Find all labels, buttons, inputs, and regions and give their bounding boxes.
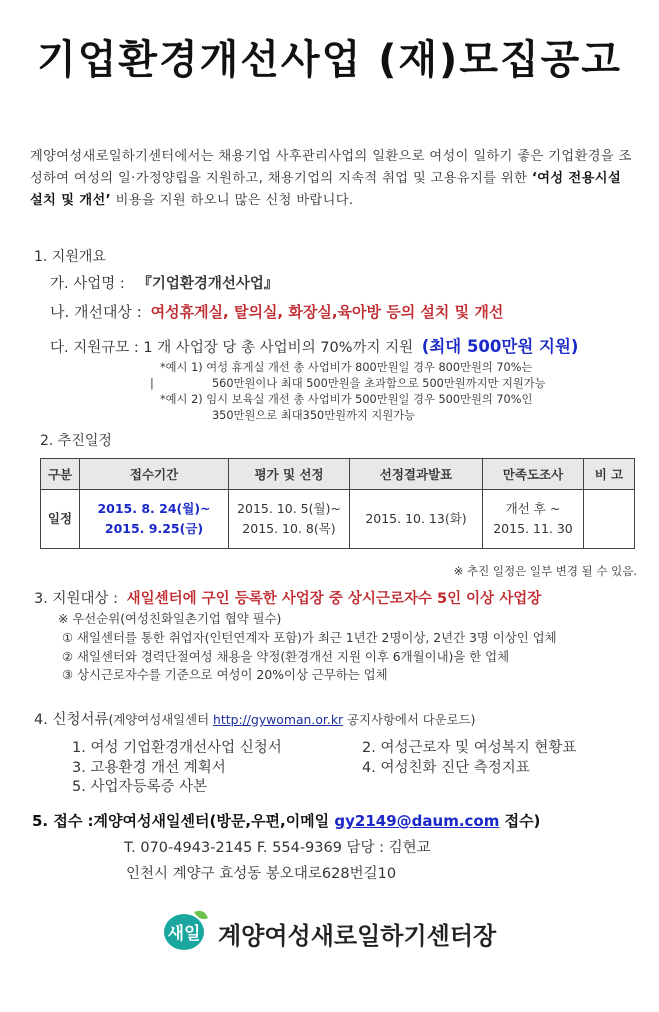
address-line: 인천시 계양구 효성동 봉오대로628번길10 xyxy=(126,866,397,882)
website-link[interactable]: http://gywoman.or.kr xyxy=(213,712,344,727)
scale-row xyxy=(50,333,578,357)
page-title: 기업환경개선사업 (재)모집공고 xyxy=(37,37,622,83)
intro-text-2: 비용을 지원 하오니 많은 신청 바랍니다. xyxy=(111,193,354,208)
contact-line: T. 070-4943-2145 F. 554-9369 담당 : 김현교 xyxy=(124,840,431,856)
target-value: 여성휴게실, 탈의실, 화장실,육아방 등의 설치 및 개선 xyxy=(150,303,504,321)
col-header-evaluation: 평가 및 선정 xyxy=(229,459,350,490)
col-header-remark: 비 고 xyxy=(584,459,635,490)
scale-label: 다. 지원규모 : 1 개 사업장 당 총 사업비의 70%까지 지원 xyxy=(50,340,414,356)
example-2-line-1: *예시 2) 임시 보육실 개선 총 사업비가 500만원일 경우 500만원의 70%인 xyxy=(160,393,533,406)
cell-evaluation xyxy=(229,490,350,549)
project-name-row xyxy=(50,272,278,293)
col-header-survey: 만족도조사 xyxy=(483,459,584,490)
section-1-heading: 1. 지원개요 xyxy=(34,249,106,265)
logo-text: 새일 xyxy=(167,924,201,944)
email-link[interactable]: gy2149@daum.com xyxy=(334,812,500,830)
priority-note: ※ 우선순위(여성친화일촌기업 협약 필수) xyxy=(58,611,282,626)
target-row xyxy=(50,301,503,322)
project-name-label: 가. 사업명 : xyxy=(50,276,125,292)
row-label: 일정 xyxy=(41,490,80,549)
cell-survey xyxy=(483,490,584,549)
eligibility-label: 3. 지원대상 : xyxy=(34,591,118,607)
document-item-2: 2. 여성근로자 및 여성복지 현황표 xyxy=(362,740,577,756)
survey-end: 2015. 11. 30 xyxy=(493,521,573,536)
documents-paren-a: (계양여성새일센터 xyxy=(108,712,214,727)
document-item-4: 4. 여성친화 진단 측정지표 xyxy=(362,760,530,776)
document-item-1: 1. 여성 기업환경개선사업 신청서 xyxy=(72,740,282,756)
reception-end: 2015. 9.25(금) xyxy=(104,521,204,536)
evaluation-start: 2015. 10. 5(월)~ xyxy=(237,501,341,516)
documents-label: 4. 신청서류 xyxy=(34,712,109,728)
cell-result: 2015. 10. 13(화) xyxy=(350,490,483,549)
example-2-line-2: 350만원으로 최대350만원까지 지원가능 xyxy=(212,409,416,422)
submission-label: 5. 접수 :계양여성새일센터(방문,우편,이메일 xyxy=(32,812,335,830)
intro-emphasis: ‘여성 전용시설 설치 및 개선’ xyxy=(30,171,622,208)
submission-row xyxy=(32,810,540,831)
col-header-category: 구분 xyxy=(41,459,80,490)
intro-text-1: 계양여성새로일하기센터에서는 채용기업 사후관리사업의 일환으로 여성이 일하기 좋은 기업환경을 조성하여 여성의 일·가정양립을 지원하고, 채용기업의 지속적 취업 및 고용유지를 위한 xyxy=(30,149,632,186)
priority-item-1: ① 새일센터를 통한 취업자(인턴연계자 포함)가 최근 1년간 2명이상, 2년간 3명 이상인 업체 xyxy=(62,630,557,645)
schedule-table xyxy=(40,458,635,549)
eligibility-value: 새일센터에 구인 등록한 사업장 중 상시근로자수 5인 이상 사업장 xyxy=(126,591,542,607)
evaluation-end: 2015. 10. 8(목) xyxy=(242,521,336,536)
document-item-3: 3. 고용환경 개선 계획서 xyxy=(72,760,226,776)
eligibility-row xyxy=(34,587,541,608)
survey-start: 개선 후 ~ xyxy=(505,501,561,516)
priority-item-2: ② 새일센터와 경력단절여성 채용을 약정(환경개선 지원 이후 6개월이내)을 한 업체 xyxy=(62,649,510,664)
example-bar: | xyxy=(150,377,154,390)
target-label: 나. 개선대상 : xyxy=(50,303,142,321)
schedule-row xyxy=(41,490,635,549)
priority-item-3: ③ 상시근로자수를 기준으로 여성이 20%이상 근무하는 업체 xyxy=(62,667,388,682)
col-header-result: 선정결과발표 xyxy=(350,459,483,490)
saeil-logo-icon xyxy=(160,906,214,954)
schedule-footnote: ※ 추진 일정은 일부 변경 될 수 있음. xyxy=(453,564,637,578)
reception-start: 2015. 8. 24(월)~ xyxy=(97,501,211,516)
project-name-value: 『기업환경개선사업』 xyxy=(137,276,279,292)
documents-row xyxy=(34,708,476,729)
section-2-heading: 2. 추진일정 xyxy=(40,433,112,449)
documents-paren-b: 공지사항에서 다운로드) xyxy=(343,712,476,727)
organization-name: 계양여성새로일하기센터장 xyxy=(218,921,497,950)
example-1-line-2: 560만원이나 최대 500만원을 초과함으로 500만원까지만 지원가능 xyxy=(212,377,546,390)
cell-reception xyxy=(80,490,229,549)
document-item-5: 5. 사업자등록증 사본 xyxy=(72,779,208,795)
intro-paragraph xyxy=(30,146,635,212)
schedule-header-row xyxy=(41,459,635,490)
cell-remark xyxy=(584,490,635,549)
col-header-reception: 접수기간 xyxy=(80,459,229,490)
example-1-line-1: *예시 1) 여성 휴게실 개선 총 사업비가 800만원일 경우 800만원의 70%는 xyxy=(160,361,533,374)
scale-value: (최대 500만원 지원) xyxy=(421,337,579,356)
submission-tail: 접수) xyxy=(499,812,541,830)
